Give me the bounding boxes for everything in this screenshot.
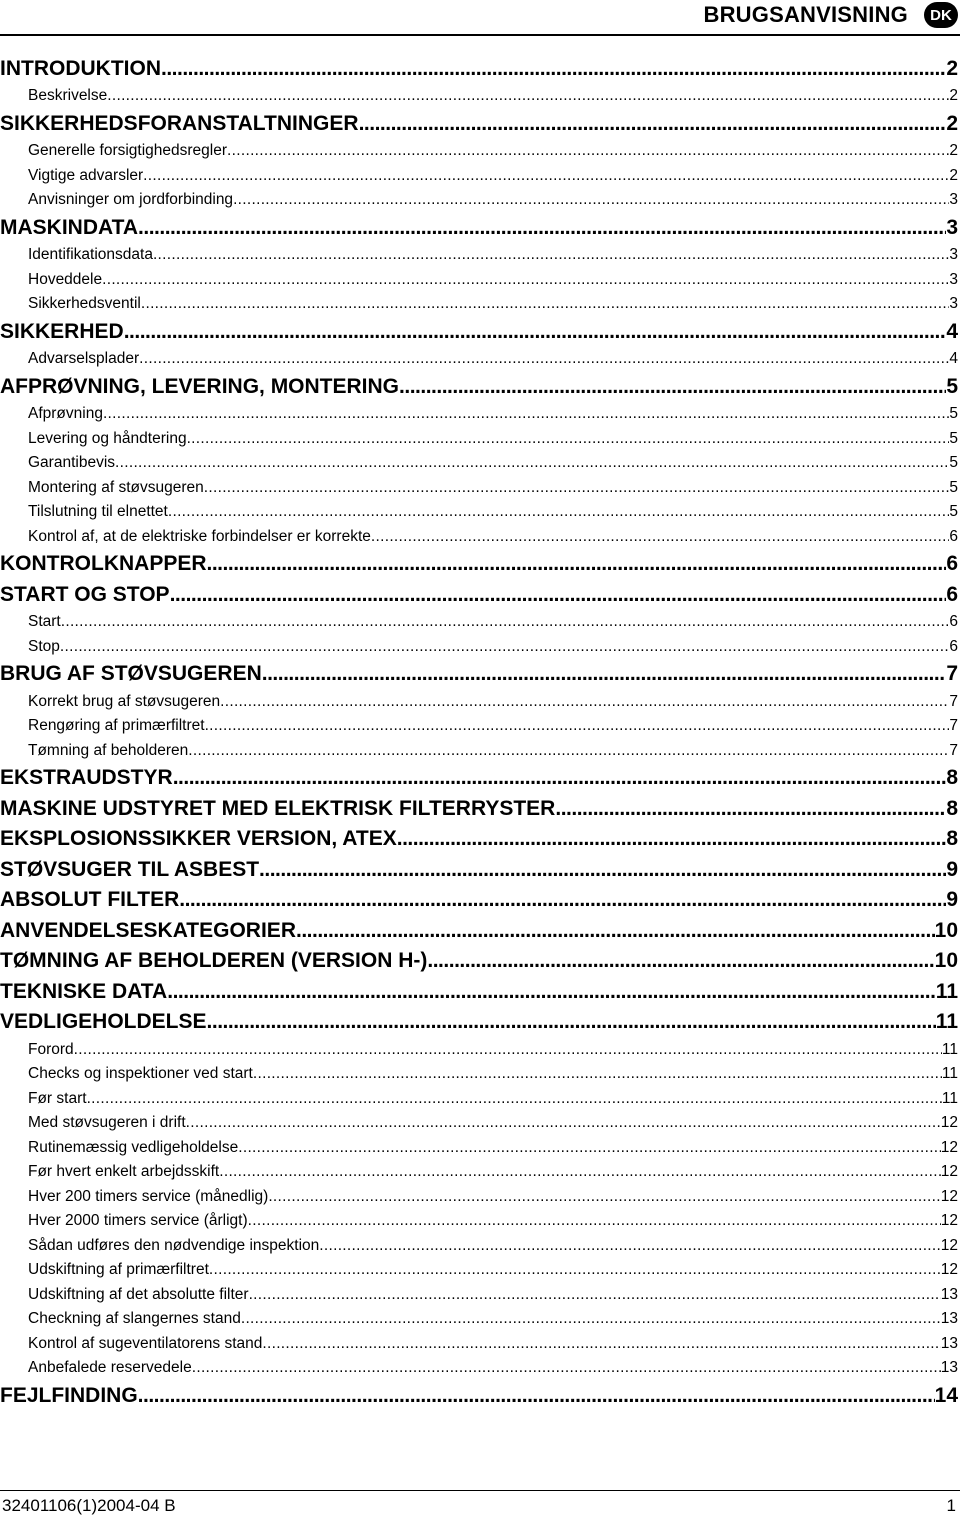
toc-leader-dots [262, 659, 947, 689]
toc-page-number: 8 [946, 827, 958, 850]
toc-subsection-entry[interactable] [0, 188, 958, 213]
toc-page-number: 12 [940, 1236, 958, 1254]
toc-subsection-entry[interactable] [0, 1307, 958, 1332]
toc-entry-title: MASKINDATA [0, 215, 139, 239]
toc-section-entry[interactable] [0, 885, 958, 916]
toc-entry-title: Før hvert enkelt arbejdsskift [28, 1163, 220, 1180]
toc-leader-dots [399, 372, 946, 402]
toc-subsection-entry[interactable] [0, 1233, 958, 1258]
page-header [0, 0, 960, 40]
toc-leader-dots [205, 714, 950, 738]
toc-entry-title: Vigtige advarsler [28, 166, 144, 184]
toc-subsection-entry[interactable] [0, 1086, 958, 1111]
toc-leader-dots [74, 1038, 942, 1062]
header-rule [0, 34, 960, 36]
toc-entry-title: TEKNISKE DATA [0, 979, 168, 1003]
toc-leader-dots [238, 1136, 941, 1160]
toc-subsection-entry[interactable] [0, 347, 958, 372]
document-code: 32401106(1)2004-04 B [2, 1496, 176, 1515]
toc-page-number: 7 [949, 692, 958, 710]
toc-section-entry[interactable] [0, 549, 958, 580]
toc-subsection-entry[interactable] [0, 500, 958, 525]
manual-title: BRUGSANVISNING [703, 2, 908, 27]
toc-page-number: 10 [934, 918, 958, 942]
toc-leader-dots [220, 690, 949, 714]
toc-entry-title: Montering af støvsugeren [28, 478, 204, 496]
toc-section-entry[interactable] [0, 763, 958, 794]
toc-leader-dots [397, 824, 947, 854]
toc-page-number: 12 [940, 1212, 958, 1229]
toc-page-number: 14 [934, 1383, 958, 1407]
toc-entry-title: SIKKERHEDSFORANSTALTNINGER [0, 111, 359, 135]
toc-page-number: 12 [940, 1114, 958, 1131]
toc-leader-dots [371, 525, 949, 549]
toc-page-number: 13 [940, 1285, 958, 1303]
toc-subsection-entry[interactable] [0, 1258, 958, 1283]
toc-section-entry[interactable] [0, 1380, 958, 1411]
toc-page-number: 13 [940, 1334, 958, 1352]
toc-entry-title: TØMNING AF BEHOLDEREN (VERSION H-) [0, 949, 428, 972]
toc-subsection-entry[interactable] [0, 610, 958, 635]
toc-section-entry[interactable] [0, 579, 958, 610]
toc-entry-title: Hoveddele [28, 270, 103, 288]
toc-entry-title: Anvisninger om jordforbinding [28, 191, 234, 208]
toc-leader-dots [139, 347, 949, 371]
toc-entry-title: EKSTRAUDSTYR [0, 766, 173, 789]
toc-subsection-entry[interactable] [0, 1184, 958, 1209]
toc-page-number: 13 [940, 1310, 958, 1327]
toc-entry-title: Advarselsplader [28, 350, 140, 367]
toc-page-number: 6 [949, 637, 958, 655]
toc-leader-dots [173, 763, 947, 793]
toc-leader-dots [188, 739, 949, 763]
toc-leader-dots [209, 1258, 941, 1282]
toc-leader-dots [204, 476, 950, 500]
toc-page-number: 12 [940, 1138, 958, 1156]
toc-leader-dots [227, 139, 949, 163]
toc-subsection-entry[interactable] [0, 714, 958, 739]
toc-page-number: 7 [946, 662, 958, 685]
toc-page-number: 13 [940, 1359, 958, 1376]
toc-page-number: 11 [941, 1040, 958, 1058]
toc-entry-title: Afprøvning [28, 405, 103, 422]
toc-leader-dots [555, 794, 946, 824]
toc-subsection-entry[interactable] [0, 1209, 958, 1234]
toc-section-entry[interactable] [0, 212, 958, 243]
toc-subsection-entry[interactable] [0, 163, 958, 188]
toc-entry-title: Forord [28, 1040, 74, 1058]
language-badge: DK [924, 2, 958, 28]
toc-leader-dots [249, 1283, 941, 1307]
toc-section-entry[interactable] [0, 53, 958, 84]
toc-page-number: 2 [946, 56, 958, 80]
toc-subsection-entry[interactable] [0, 738, 958, 763]
toc-leader-dots [219, 1160, 941, 1184]
toc-entry-title: Anbefalede reservedele [28, 1359, 192, 1376]
toc-leader-dots [103, 402, 949, 426]
toc-entry-title: EKSPLOSIONSSIKKER VERSION, ATEX [0, 827, 397, 850]
toc-page-number: 12 [940, 1187, 958, 1205]
toc-leader-dots [359, 109, 947, 139]
toc-leader-dots [161, 54, 946, 84]
toc-subsection-entry[interactable] [0, 1037, 958, 1062]
toc-leader-dots [427, 946, 934, 976]
toc-entry-title: Beskrivelse [28, 87, 108, 104]
toc-section-entry[interactable] [0, 371, 958, 402]
toc-page-number: 5 [949, 405, 958, 422]
toc-leader-dots [143, 164, 949, 188]
toc-page-number: 7 [949, 741, 958, 759]
toc-section-entry[interactable] [0, 108, 958, 139]
toc-entry-title: BRUG AF STØVSUGEREN [0, 662, 262, 685]
toc-entry-title: VEDLIGEHOLDELSE [0, 1010, 207, 1033]
toc-page-number: 11 [935, 979, 958, 1003]
toc-page-number: 6 [946, 552, 958, 575]
toc-leader-dots [60, 635, 949, 659]
toc-page-number: 2 [946, 111, 958, 135]
toc-entry-title: Stop [28, 637, 60, 655]
toc-leader-dots [179, 885, 946, 915]
toc-subsection-entry[interactable] [0, 1135, 958, 1160]
toc-page-number: 8 [946, 796, 958, 820]
toc-leader-dots [296, 916, 935, 946]
toc-leader-dots [207, 549, 947, 579]
toc-page-number: 3 [949, 295, 958, 312]
toc-subsection-entry[interactable] [0, 402, 958, 427]
toc-entry-title: STØVSUGER TIL ASBEST [0, 857, 260, 881]
toc-leader-dots [268, 1185, 940, 1209]
toc-subsection-entry[interactable] [0, 1062, 958, 1087]
toc-section-entry[interactable] [0, 915, 958, 946]
toc-subsection-entry[interactable] [0, 267, 958, 292]
page-number: 1 [946, 1496, 956, 1515]
toc-leader-dots [233, 188, 949, 212]
toc-page-number: 12 [940, 1163, 958, 1180]
toc-entry-title: MASKINE UDSTYRET MED ELEKTRISK FILTERRYSTER [0, 796, 556, 820]
toc-page-number: 2 [949, 87, 958, 104]
toc-subsection-entry[interactable] [0, 243, 958, 268]
toc-subsection-entry[interactable] [0, 1331, 958, 1356]
toc-section-entry[interactable] [0, 824, 958, 855]
toc-entry-title: Generelle forsigtighedsregler [28, 142, 228, 159]
toc-page-number: 5 [946, 374, 958, 398]
toc-leader-dots [115, 451, 949, 475]
toc-subsection-entry[interactable] [0, 451, 958, 476]
toc-page-number: 11 [941, 1065, 958, 1082]
toc-entry-title: ANVENDELSESKATEGORIER [0, 918, 296, 942]
toc-leader-dots [87, 1087, 942, 1111]
toc-section-entry[interactable] [0, 659, 958, 690]
toc-page-number: 11 [935, 1010, 958, 1033]
toc-leader-dots [141, 292, 950, 316]
toc-leader-dots [102, 268, 949, 292]
toc-entry-title: FEJLFINDING [0, 1383, 138, 1407]
toc-entry-title: Rengøring af primærfiltret [28, 717, 205, 734]
toc-leader-dots [319, 1234, 940, 1258]
toc-page-number: 10 [934, 949, 958, 972]
toc-page-number: 5 [949, 454, 958, 471]
toc-entry-title: AFPRØVNING, LEVERING, MONTERING [0, 374, 400, 398]
toc-page-number: 4 [946, 319, 958, 343]
toc-leader-dots [61, 610, 950, 634]
toc-leader-dots [262, 1332, 940, 1356]
toc-entry-title: KONTROLKNAPPER [0, 552, 207, 575]
toc-leader-dots [124, 317, 947, 347]
toc-subsection-entry[interactable] [0, 524, 958, 549]
toc-page-number: 5 [949, 503, 958, 520]
toc-leader-dots [192, 1356, 941, 1380]
toc-page-number: 3 [949, 191, 958, 208]
toc-entry-title: SIKKERHED [0, 319, 124, 343]
toc-entry-title: START OG STOP [0, 582, 170, 606]
toc-entry-title: Før start [28, 1089, 87, 1107]
toc-page-number: 11 [941, 1089, 958, 1107]
toc-leader-dots [259, 855, 946, 885]
toc-page-number: 3 [946, 215, 958, 239]
toc-leader-dots [138, 1381, 935, 1411]
toc-section-entry[interactable] [0, 793, 958, 824]
toc-page-number: 5 [949, 429, 958, 447]
toc-section-entry[interactable] [0, 316, 958, 347]
toc-leader-dots [241, 1307, 941, 1331]
toc-leader-dots [167, 977, 936, 1007]
toc-page-number: 2 [949, 142, 958, 159]
toc-page-number: 6 [949, 613, 958, 630]
toc-subsection-entry[interactable] [0, 84, 958, 109]
toc-entry-title: Checks og inspektioner ved start [28, 1065, 253, 1082]
table-of-contents [0, 53, 958, 1411]
toc-entry-title: Garantibevis [28, 454, 116, 471]
toc-page-number: 3 [949, 270, 958, 288]
toc-entry-title: Med støvsugeren i drift [28, 1114, 186, 1131]
toc-subsection-entry[interactable] [0, 426, 958, 451]
toc-page-number: 7 [949, 717, 958, 734]
toc-section-entry[interactable] [0, 1007, 958, 1038]
toc-leader-dots [253, 1062, 942, 1086]
toc-page-number: 12 [940, 1261, 958, 1278]
toc-section-entry[interactable] [0, 946, 958, 977]
toc-page-number: 9 [946, 857, 958, 881]
toc-page-number: 5 [949, 478, 958, 496]
toc-entry-title: Korrekt brug af støvsugeren [28, 692, 221, 710]
toc-entry-title: Udskiftning af primærfiltret [28, 1261, 209, 1278]
toc-page-number: 2 [949, 166, 958, 184]
toc-leader-dots [207, 1007, 936, 1037]
toc-leader-dots [138, 213, 946, 243]
toc-leader-dots [107, 84, 949, 108]
toc-page-number: 8 [946, 766, 958, 789]
toc-page-number: 4 [949, 350, 958, 367]
toc-leader-dots [170, 580, 947, 610]
toc-entry-title: ABSOLUT FILTER [0, 888, 180, 911]
toc-leader-dots [248, 1209, 941, 1233]
toc-entry-title: Identifikationsdata [28, 246, 153, 263]
toc-entry-title: Rutinemæssig vedligeholdelse [28, 1138, 239, 1156]
toc-subsection-entry[interactable] [0, 634, 958, 659]
toc-subsection-entry[interactable] [0, 1160, 958, 1185]
toc-section-entry[interactable] [0, 854, 958, 885]
toc-page-number: 6 [949, 527, 958, 545]
toc-subsection-entry[interactable] [0, 139, 958, 164]
toc-page-number: 9 [946, 888, 958, 911]
toc-subsection-entry[interactable] [0, 1356, 958, 1381]
toc-entry-title: Start [28, 613, 61, 630]
toc-entry-title: Levering og håndtering [28, 429, 187, 447]
toc-subsection-entry[interactable] [0, 1111, 958, 1136]
toc-entry-title: Tilslutning til elnettet [28, 503, 168, 520]
toc-entry-title: Hver 200 timers service (månedlig) [28, 1187, 269, 1205]
footer-rule [0, 1490, 960, 1491]
toc-entry-title: Udskiftning af det absolutte filter [28, 1285, 249, 1303]
toc-leader-dots [168, 500, 950, 524]
toc-subsection-entry[interactable] [0, 1282, 958, 1307]
toc-page-number: 3 [949, 246, 958, 263]
toc-entry-title: Kontrol af sugeventilatorens stand [28, 1334, 263, 1352]
toc-leader-dots [186, 1111, 941, 1135]
toc-entry-title: Sådan udføres den nødvendige inspektion [28, 1236, 320, 1254]
toc-subsection-entry[interactable] [0, 475, 958, 500]
toc-entry-title: Checkning af slangernes stand [28, 1310, 241, 1327]
toc-leader-dots [153, 243, 949, 267]
toc-entry-title: Sikkerhedsventil [28, 295, 141, 312]
toc-page-number: 6 [946, 582, 958, 606]
toc-subsection-entry[interactable] [0, 292, 958, 317]
toc-entry-title: INTRODUKTION [0, 56, 161, 80]
toc-entry-title: Kontrol af, at de elektriske forbindelser er korrekte [28, 527, 371, 545]
toc-leader-dots [187, 427, 950, 451]
toc-subsection-entry[interactable] [0, 689, 958, 714]
toc-section-entry[interactable] [0, 976, 958, 1007]
toc-entry-title: Tømning af beholderen [28, 741, 189, 759]
toc-entry-title: Hver 2000 timers service (årligt) [28, 1212, 248, 1229]
